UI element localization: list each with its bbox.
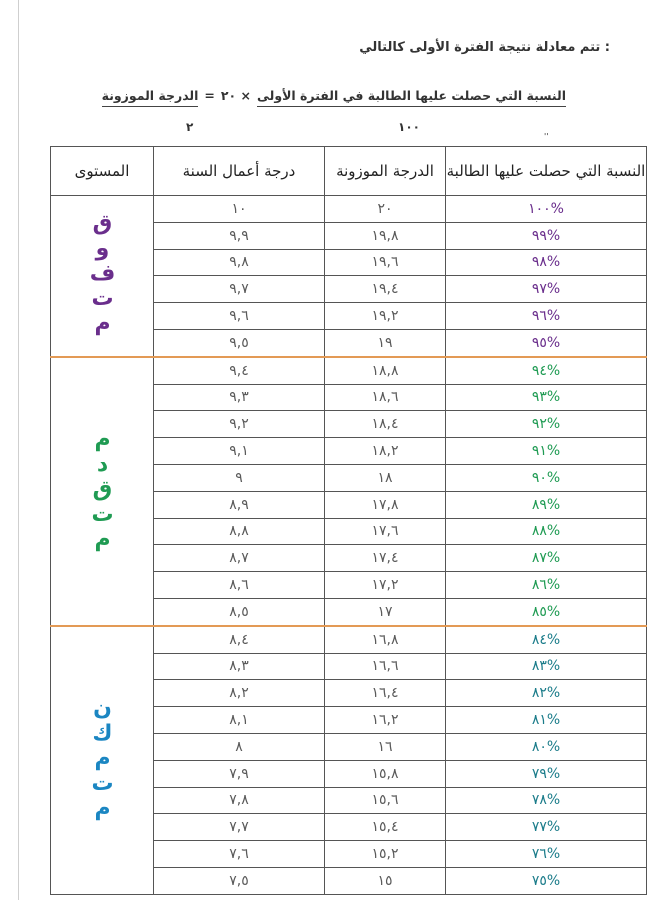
cell-year-work: ٩,٤: [154, 357, 325, 384]
cell-weighted: ١٦,٦: [325, 653, 446, 680]
formula-right-denominator: ٢: [186, 120, 194, 134]
cell-weighted: ١٧: [325, 598, 446, 625]
cell-weighted: ١٨,٨: [325, 357, 446, 384]
cell-percent: %٨٩: [446, 491, 647, 518]
cell-weighted: ١٧,٢: [325, 572, 446, 599]
cell-year-work: ٧,٩: [154, 760, 325, 787]
cell-percent: %٩٢: [446, 411, 647, 438]
cell-year-work: ٧,٨: [154, 787, 325, 814]
cell-level: [51, 196, 154, 357]
cell-percent: %٧٦: [446, 841, 647, 868]
cell-percent: %٨٢: [446, 680, 647, 707]
cell-percent: %٩٤: [446, 357, 647, 384]
cell-level: [51, 626, 154, 894]
formula-operator: × ٢٠: [220, 88, 251, 103]
cell-weighted: ١٦,٤: [325, 680, 446, 707]
cell-weighted: ١٩,٤: [325, 276, 446, 303]
grade-conversion-table: [50, 146, 647, 895]
table-header-row: [51, 147, 647, 196]
cell-percent: %٨١: [446, 707, 647, 734]
cell-percent: %٨٥: [446, 598, 647, 625]
cell-percent: %٩٨: [446, 249, 647, 276]
cell-percent: %٨٤: [446, 626, 647, 653]
cell-year-work: ٩: [154, 464, 325, 491]
cell-year-work: ٩,٢: [154, 411, 325, 438]
cell-year-work: ٩,٩: [154, 222, 325, 249]
cell-weighted: ١٧,٨: [325, 491, 446, 518]
cell-weighted: ١٧,٦: [325, 518, 446, 545]
cell-year-work: ٧,٥: [154, 867, 325, 894]
cell-weighted: ١٥: [325, 867, 446, 894]
cell-year-work: ٨: [154, 733, 325, 760]
formula-right-term: الدرجة الموزونة: [102, 88, 199, 107]
cell-percent: %٩٦: [446, 303, 647, 330]
cell-percent: %٧٨: [446, 787, 647, 814]
cell-year-work: ٧,٦: [154, 841, 325, 868]
formula-left-term: النسبة التي حصلت عليها الطالبة في الفترة الأولى: [257, 88, 566, 107]
table-body: [51, 196, 647, 895]
cell-year-work: ٩,٧: [154, 276, 325, 303]
table-row: [51, 357, 647, 384]
formula-line: [101, 88, 566, 107]
cell-percent: %٨٠: [446, 733, 647, 760]
cell-year-work: ١٠: [154, 196, 325, 223]
cell-weighted: ١٨,٢: [325, 438, 446, 465]
cell-percent: %٨٣: [446, 653, 647, 680]
cell-percent: %٧٧: [446, 814, 647, 841]
cell-weighted: ١٨: [325, 464, 446, 491]
cell-year-work: ٨,١: [154, 707, 325, 734]
cell-weighted: ١٩: [325, 329, 446, 356]
table-row: [51, 626, 647, 653]
cell-weighted: ١٥,٢: [325, 841, 446, 868]
formula-left-denominator: ١٠٠: [398, 120, 420, 134]
cell-weighted: ١٨,٤: [325, 411, 446, 438]
cell-year-work: ٨,٤: [154, 626, 325, 653]
cell-percent: %٨٦: [446, 572, 647, 599]
cell-year-work: ٩,١: [154, 438, 325, 465]
cell-year-work: ٨,٦: [154, 572, 325, 599]
cell-year-work: ٩,٥: [154, 329, 325, 356]
cell-weighted: ١٩,٢: [325, 303, 446, 330]
intro-text: : تتم معادلة نتيجة الفترة الأولى كالتالي: [359, 40, 610, 55]
level-label: متمكن: [90, 695, 115, 821]
cell-weighted: ١٩,٦: [325, 249, 446, 276]
cell-percent: %٧٥: [446, 867, 647, 894]
cell-year-work: ٨,٥: [154, 598, 325, 625]
cell-weighted: ١٩,٨: [325, 222, 446, 249]
cell-weighted: ١٥,٨: [325, 760, 446, 787]
header-level: المستوى: [51, 147, 154, 196]
cell-year-work: ٨,٢: [154, 680, 325, 707]
formula-equals: =: [204, 88, 215, 103]
cell-weighted: ١٥,٦: [325, 787, 446, 814]
cell-weighted: ٢٠: [325, 196, 446, 223]
cell-percent: %٩٠: [446, 464, 647, 491]
cell-weighted: ١٨,٦: [325, 384, 446, 411]
cell-percent: %٨٨: [446, 518, 647, 545]
cell-percent: %٩٥: [446, 329, 647, 356]
cell-percent: %٩٣: [446, 384, 647, 411]
cell-weighted: ١٦,٨: [325, 626, 446, 653]
level-label: متفوق: [90, 211, 115, 337]
cell-year-work: ٨,٧: [154, 545, 325, 572]
cell-year-work: ٩,٣: [154, 384, 325, 411]
cell-percent: %٩٩: [446, 222, 647, 249]
cell-weighted: ١٥,٤: [325, 814, 446, 841]
cell-percent: %٨٧: [446, 545, 647, 572]
cell-percent: %٩١: [446, 438, 647, 465]
cell-percent: %٩٧: [446, 276, 647, 303]
cell-weighted: ١٦: [325, 733, 446, 760]
cell-year-work: ٨,٣: [154, 653, 325, 680]
formula-denominators: [0, 120, 654, 140]
cell-percent: %١٠٠: [446, 196, 647, 223]
header-weighted: الدرجة الموزونة: [325, 147, 446, 196]
cell-year-work: ٨,٨: [154, 518, 325, 545]
cell-year-work: ٩,٨: [154, 249, 325, 276]
cell-level: [51, 357, 154, 626]
cell-year-work: ٧,٧: [154, 814, 325, 841]
table-row: [51, 196, 647, 223]
level-label: متقدم: [90, 426, 115, 552]
tiny-mark: '': [544, 132, 549, 141]
cell-year-work: ٩,٦: [154, 303, 325, 330]
cell-weighted: ١٦,٢: [325, 707, 446, 734]
cell-weighted: ١٧,٤: [325, 545, 446, 572]
header-percent: النسبة التي حصلت عليها الطالبة: [446, 147, 647, 196]
header-year-work: درجة أعمال السنة: [154, 147, 325, 196]
cell-year-work: ٨,٩: [154, 491, 325, 518]
cell-percent: %٧٩: [446, 760, 647, 787]
